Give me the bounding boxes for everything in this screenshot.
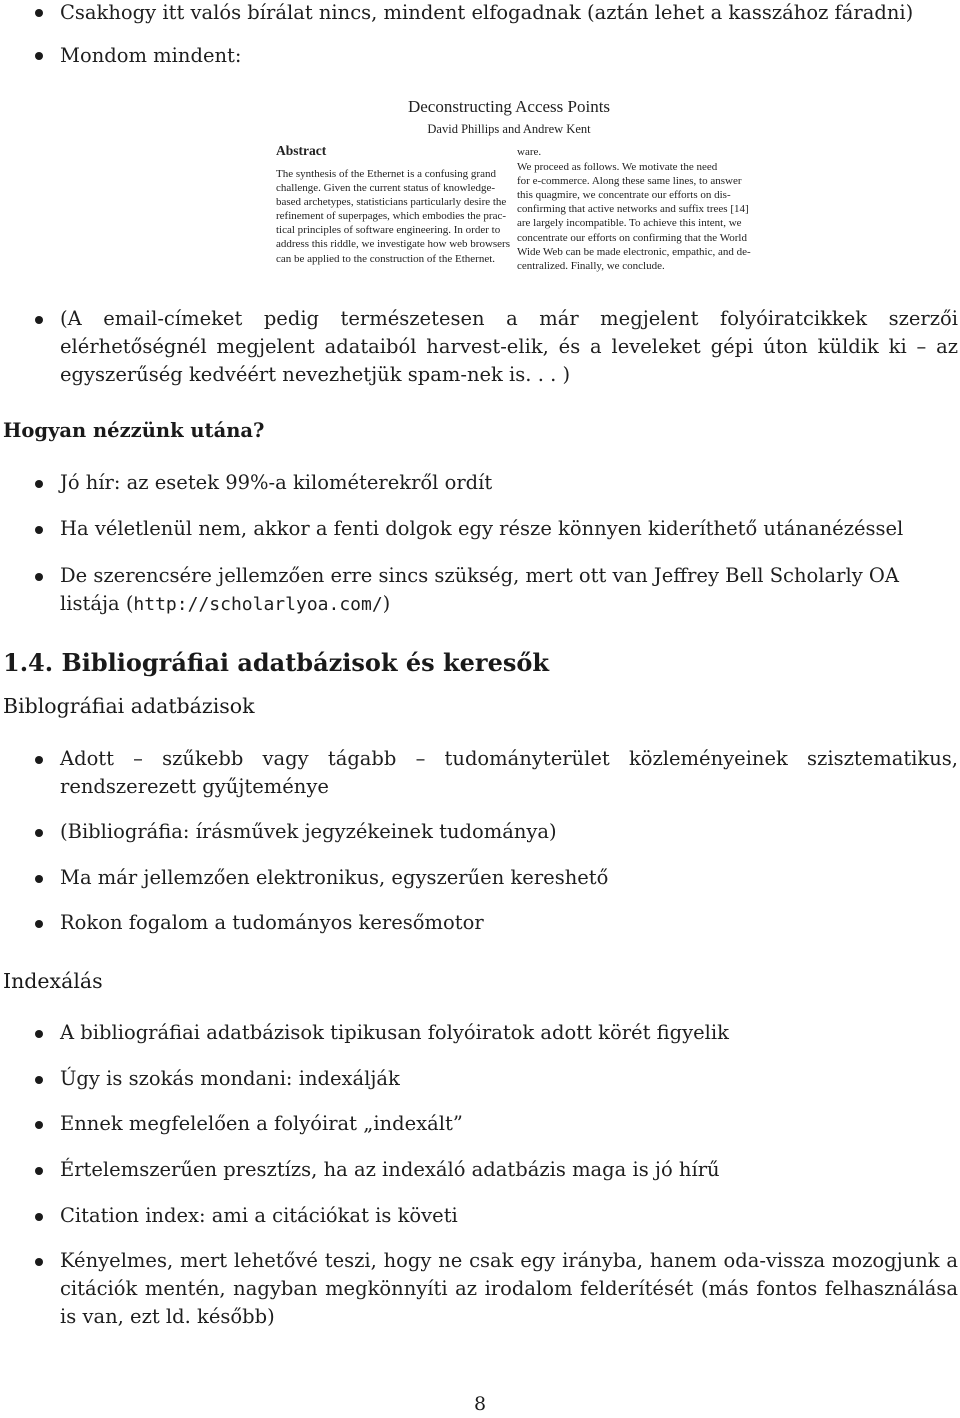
bullet-text: Kényelmes, mert lehetővé teszi, hogy ne csak egy irányba, hanem oda-vissza mozogjunk a citációk mentén, nagyban megkönnyíti az irodalom felderítését (más fontos felhasználása is van, ezt ld. később) (60, 1249, 958, 1328)
paper-line: confirming that active networks and suffix trees [14] (517, 203, 749, 216)
bullet-icon (35, 875, 43, 883)
subheading-indexalas: Indexálás (3, 969, 103, 993)
paper-line: challenge. Given the current status of knowledge- (276, 182, 496, 195)
bullet-icon (35, 526, 43, 534)
page-number: 8 (473, 1393, 487, 1415)
bullet-text-part: ) (382, 592, 391, 615)
bullet-icon (35, 756, 43, 764)
bullet-text: Rokon fogalom a tudományos keresőmotor (60, 911, 484, 934)
subheading-hogyan: Hogyan nézzünk utána? (3, 419, 265, 442)
bullet-text: (A email-címeket pedig természetesen a már megjelent folyóiratcikkek szerzői elérhetőségnél megjelent adataiból harvest-elik, és a leveleket gépi úton küldik ki – az egyszerűség kedvéért nevezhetjük spam-nek is. . . ) (60, 307, 958, 386)
paper-line: centralized. Finally, we conclude. (517, 259, 665, 272)
bullet-icon (35, 573, 43, 581)
bullet-icon (35, 1030, 43, 1038)
paper-line: can be applied to the construction of the Ethernet. (276, 252, 496, 265)
bullet-icon (35, 1167, 43, 1175)
paper-line: We proceed as follows. We motivate the need (517, 161, 718, 174)
paper-abstract-heading: Abstract (276, 143, 327, 158)
paper-title: Deconstructing Access Points (407, 97, 611, 116)
bullet-text-part: De szerencsére jellemzően erre sincs szükség, mert ott van Jeffrey Bell Scholarly OA listája ( (60, 564, 899, 615)
bullet-text (60, 562, 958, 619)
bullet-text: Úgy is szokás mondani: indexálják (60, 1067, 400, 1090)
bullet-text: (Bibliográfia: írásművek jegyzékeinek tudománya) (60, 820, 557, 843)
bullet-icon (35, 1121, 43, 1129)
bullet-icon (35, 52, 43, 60)
paper-line: The synthesis of the Ethernet is a confusing grand (276, 168, 496, 180)
paper-line: refinement of superpages, which embodies the prac- (276, 210, 506, 223)
paper-line: Wide Web can be made electronic, empathic, and de- (517, 245, 751, 258)
paper-line: based archetypes, statisticians particularly desire the (276, 196, 507, 209)
paper-line: ware. (517, 146, 542, 158)
bullet-text: Ma már jellemzően elektronikus, egyszerűen kereshető (60, 866, 609, 889)
paper-line: concentrate our efforts on confirming that the World (517, 231, 747, 244)
paper-right-column (517, 145, 751, 273)
bullet-text: Értelemszerűen presztízs, ha az indexáló adatbázis maga is jó hírű (60, 1158, 720, 1181)
bullet-icon (35, 1076, 43, 1084)
paper-line: tical principles of software engineering. In order to (276, 224, 501, 237)
paper-line: address this riddle, we investigate how web browsers (276, 238, 511, 251)
paper-line: for e-commerce. Along these same lines, to answer (517, 175, 742, 188)
bullet-icon (35, 829, 43, 837)
bullet-text: Jó hír: az esetek 99%-a kilométerekről ordít (60, 471, 493, 494)
bullet-text: Citation index: ami a citációkat is követi (60, 1204, 458, 1227)
bullet-icon (35, 1258, 43, 1266)
paper-left-column (276, 167, 510, 266)
scholarlyoa-link[interactable]: http://scholarlyoa.com/ (133, 594, 383, 615)
paper-screenshot (270, 95, 765, 273)
bullet-icon (35, 920, 43, 928)
bullet-text: A bibliográfiai adatbázisok tipikusan folyóiratok adott körét figyelik (60, 1021, 729, 1044)
bullet-text: Ha véletlenül nem, akkor a fenti dolgok egy része könnyen kideríthető utánanézéssel (60, 517, 904, 540)
bullet-icon (35, 9, 43, 17)
paper-authors: David Phillips and Andrew Kent (427, 122, 591, 136)
subheading-biblio: Biblográfiai adatbázisok (3, 694, 255, 718)
paper-line: are largely incompatible. To achieve this intent, we (517, 217, 742, 230)
bullet-icon (35, 316, 43, 324)
bullet-icon (35, 1213, 43, 1221)
bullet-text: Adott – szűkebb vagy tágabb – tudományterület közleményeinek szisztematikus, rendszerezett gyűjteménye (60, 747, 958, 798)
bullet-text: Ennek megfelelően a folyóirat „indexált” (60, 1112, 463, 1135)
bullet-icon (35, 480, 43, 488)
bullet-text: Csakhogy itt valós bírálat nincs, mindent elfogadnak (aztán lehet a kasszához fáradni) (60, 1, 914, 24)
bullet-text: Mondom mindent: (60, 44, 242, 67)
section-title: 1.4. Bibliográfiai adatbázisok és keresők (3, 648, 549, 677)
paper-line: this quagmire, we concentrate our efforts on dis- (517, 189, 731, 202)
